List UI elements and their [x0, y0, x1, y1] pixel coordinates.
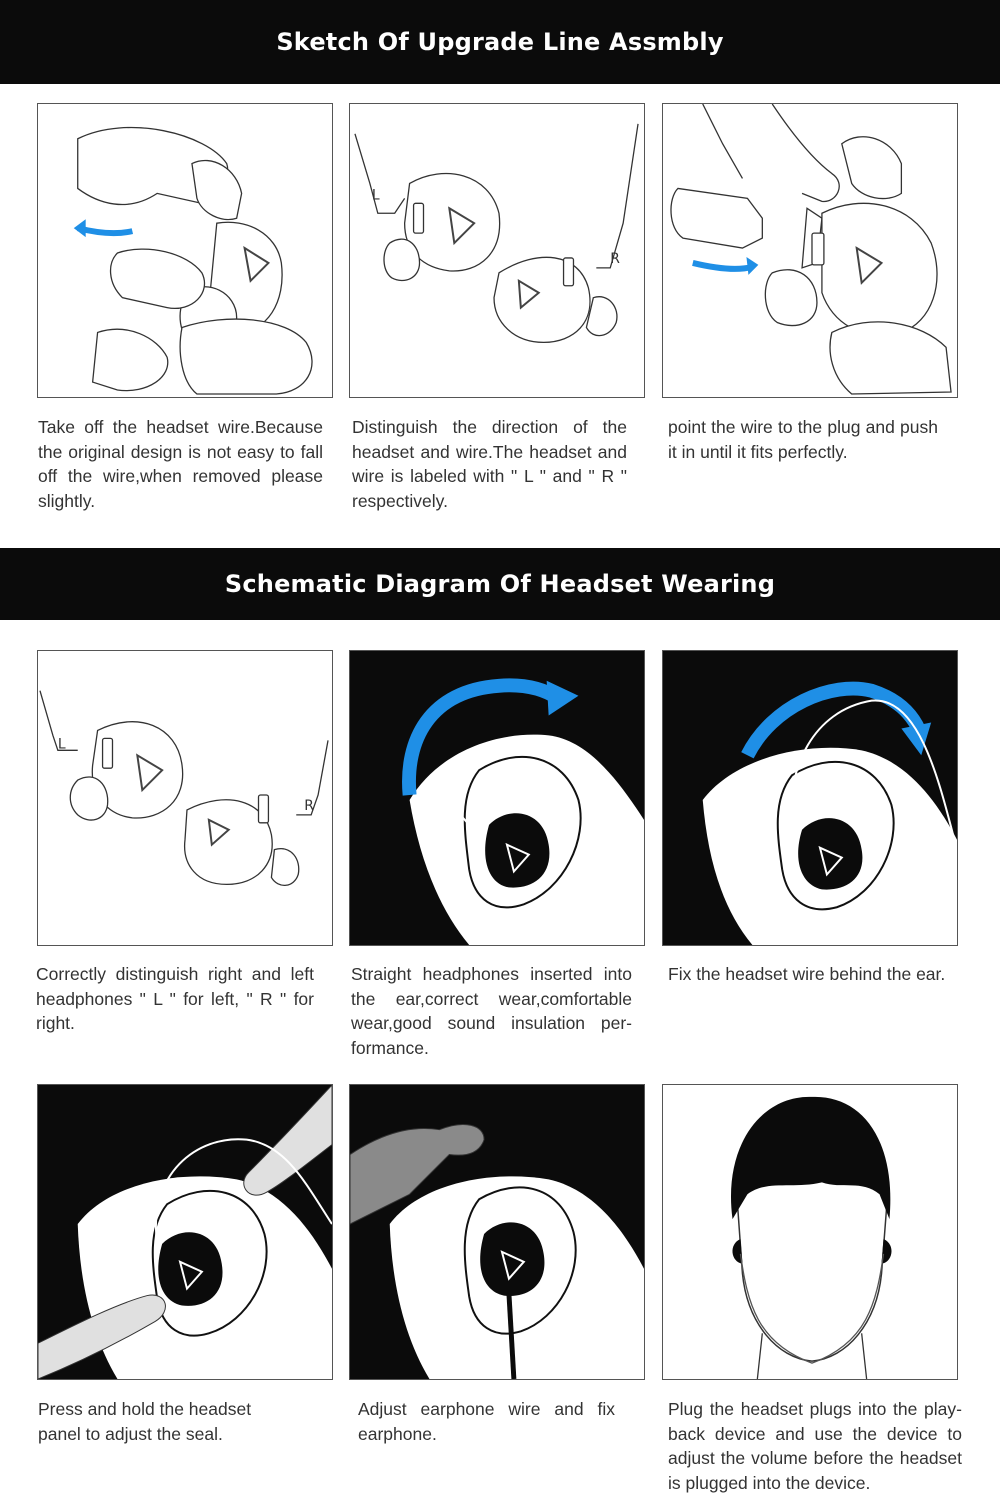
- finger-pressing-earphone-illustration: [38, 1085, 332, 1379]
- step-image-press-panel: [37, 1084, 333, 1380]
- left-label: L: [371, 187, 380, 204]
- left-right-earphones-illustration: [350, 104, 644, 397]
- arrow-head-icon: [74, 219, 86, 237]
- hand-adjusting-earphone-illustration: [350, 1085, 644, 1379]
- left-label: L: [57, 736, 66, 753]
- hand-inserting-wire-illustration: [663, 104, 957, 397]
- step-image-adjust-wire: [349, 1084, 645, 1380]
- step-image-plug-device: [662, 1084, 958, 1380]
- ear-insert-illustration: [350, 651, 644, 945]
- step-caption: Adjust earphone wire and fix earphone.: [358, 1399, 615, 1444]
- step-caption: Take off the headset wire.Because the original design is not easy to fall off the wire,when removed please slightly.: [38, 417, 323, 511]
- right-label: R: [610, 250, 620, 267]
- arrow-head-icon: [746, 257, 758, 275]
- step-caption: Correctly distinguish right and left headphones " L " for left, " R " for right.: [36, 964, 314, 1033]
- step-caption: Plug the headset plugs into the play-back device and use the device to adjust the volume before the headset is plugged into the device.: [668, 1399, 962, 1493]
- section-title-text: Sketch Of Upgrade Line Assmbly: [276, 28, 724, 56]
- step-caption: point the wire to the plug and push it in until it fits perfectly.: [668, 417, 938, 462]
- arrow-left-icon: [78, 228, 133, 233]
- step-image-left-right: [37, 650, 333, 946]
- step-image-distinguish-direction: [349, 103, 645, 398]
- section-title-upgrade-line: [0, 0, 1000, 84]
- left-right-earphones-illustration: [38, 651, 332, 945]
- section-title-text: Schematic Diagram Of Headset Wearing: [224, 570, 776, 598]
- step-caption: Press and hold the headset panel to adjust the seal.: [38, 1399, 252, 1444]
- wire-behind-ear-illustration: [663, 651, 957, 945]
- step-caption: Straight headphones inserted into the ear,correct wear,comfortable wear,good sound insulation per-formance.: [351, 964, 632, 1058]
- right-label: R: [304, 797, 314, 814]
- person-wearing-headset-illustration: [663, 1085, 957, 1379]
- step-image-take-off-wire: [37, 103, 333, 398]
- hand-removing-wire-illustration: [38, 104, 332, 397]
- arrow-right-icon: [693, 263, 753, 269]
- step-image-insert-ear: [349, 650, 645, 946]
- step-image-fix-wire: [662, 650, 958, 946]
- step-image-push-wire: [662, 103, 958, 398]
- step-caption: Fix the headset wire behind the ear.: [668, 964, 946, 984]
- step-caption: Distinguish the direction of the headset and wire.The headset and wire is labeled with " L " and " R " respectively.: [352, 417, 627, 511]
- section-title-headset-wearing: [0, 548, 1000, 620]
